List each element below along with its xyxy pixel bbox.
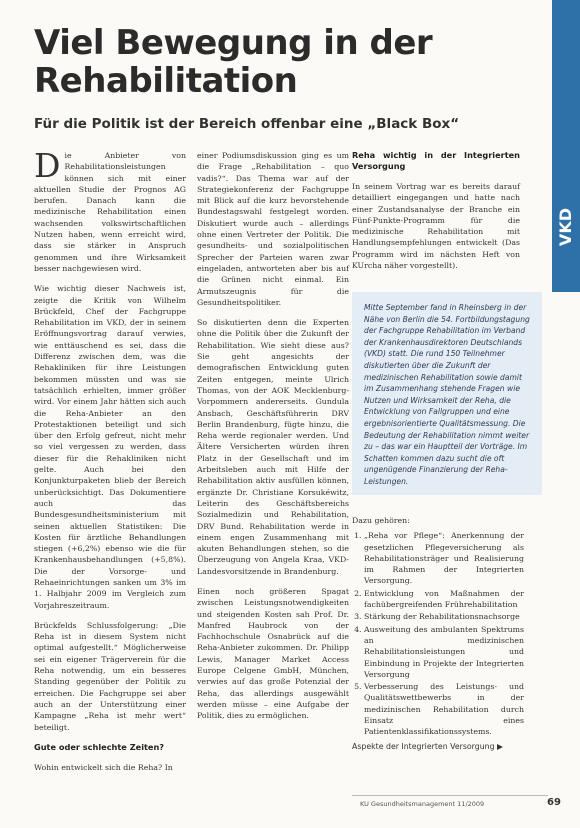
article-title: Viel Bewegung in der Rehabilitation (34, 23, 433, 101)
section-tab (552, 0, 580, 292)
column-1 (34, 146, 186, 782)
list-item: 1. „Reha vor Pflege“: Anerkennung der gesetzlichen Pflegeversicherung als Rehabilitationsträger und Realisierung im Rahmen der Integrierten Versorgung. (364, 530, 524, 586)
list-item: 5. Verbesserung des Leistungs- und Qualitätswettbewerbs in der medizinischen Rehabilitation durch Einsatz eines Patientenklassifikationssystems. (364, 681, 524, 737)
section-heading: Gute oder schlechte Zeiten? (34, 741, 165, 752)
column-3 (352, 150, 520, 280)
section-tab-label: VKD (556, 208, 575, 247)
footer-divider (352, 795, 548, 796)
drop-cap: D (34, 146, 61, 185)
journal-name: KU Gesundheitsmanagement 11/2009 (360, 800, 485, 808)
paragraph: Brückfelds Schlussfolgerung: „Die Reha ist in diesem System nicht optimal aufgestellt.“ Möglicherweise sei ein eigener Trägerverein für die Reha notwendig, um ein besseres Standing gegenüber der Politik zu erreichen. Die Fachgruppe sei aber auch an der Unterstützung einer Kampagne „Reha ist mehr wert“ beteiligt. (34, 620, 186, 732)
paragraph: In seinem Vortrag war es bereits darauf detailliert eingegangen und hatte nach einer Zustandsanalyse der Branche ein Fünf-Punkte-Programm für die medizinische Rehabilitation mit Handlungsempfehlungen entwickelt (Das Programm wird im nächsten Heft von KUrcha näher vorgestellt). (352, 182, 520, 271)
info-box: Mitte September fand in Rheinsberg in der Nähe von Berlin die 54. Fortbildungstagung der Fachgruppe Rehabilitation im Verband der Krankenhausdirektoren Deutschlands (VKD) statt. Die rund 150 Teilnehmer diskutierten über die Zukunft der medizinischen Rehabilitation sowie damit im Zusammenhang stehende Fragen wie Nutzen und Wirksamkeit der Reha, die Entwicklung von Fallgruppen und eine ergebnisorientierte Qualitätsmessung. Die Bedeutung der Rehabilitation nimmt weiter zu – das war ein Hauptteil der Vorträge. Im Schatten kommen dazu sucht die oft ungenügende Finanzierung der Reha-Leistungen. (352, 292, 542, 495)
page-number: 69 (547, 797, 561, 808)
paragraph: Wohin entwickelt sich die Reha? In (34, 762, 173, 772)
paragraph: einer Podiumsdiskussion ging es um die Frage „Rehabilitation – quo vadis?“. Das Thema war auf der Strategiekonferenz der Fachgruppe mit Blick auf die kurz bevorstehende Bundestagswahl festgelegt worden. Diskutiert wurde auch – allerdings ohne einen Vertreter der Politik. Die gesundheits- und sozialpolitischen Sprecher der Parteien waren zwar eingeladen, antworteten aber bis auf die Grünen nicht einmal. Ein Armutszeugnis für die Gesundheitspolitiker. (197, 151, 349, 307)
section-heading: Reha wichtig in der Integrierten Versorgung (352, 150, 520, 171)
program-list (352, 530, 524, 737)
article-subtitle: Für die Politik ist der Bereich offenbar eine „Black Box“ (34, 116, 460, 132)
list-intro: Dazu gehören: (352, 516, 410, 525)
column-3-list-section (352, 515, 524, 752)
page-footer (360, 797, 561, 808)
paragraph: So diskutierten denn die Experten ohne die Politik über die Zukunft der Rehabilitation. Wie sieht diese aus? Sie geht angesichts der demografischen Entwicklung guten Zeiten entgegen, meinte Ulrich Thomas, von der AOK Mecklenburg-Vorpommern andererseits. Gundula Ansbach, Geschäftsführerin DRV Berlin Brandenburg, fügte hinzu, die Reha werde regionaler werden. Und Ältere Versicherten würden ihren Platz in der Gesellschaft und im Arbeitsleben auch mit Hilfe der Rehabilitation aktiv ausfüllen können, ergänzte Dr. Christiane Korsukéwitz, Leiterin des Geschäftsbereichs Sozialmedizin und Rehabilitation, DRV Bund. Rehabilitation werde in einem engen Zusammenhang mit akuten Behandlungen stehen, so die Überzeugung von Angela Kraa, VKD-Landesvorsitzende in Brandenburg. (197, 318, 349, 576)
column-2 (197, 150, 349, 731)
list-item: 3. Stärkung der Rehabilitationsnachsorge (364, 611, 524, 622)
list-item: 2. Entwicklung von Maßnahmen der fachübergreifenden Frührehabilitation (364, 588, 524, 611)
continued-link[interactable]: Aspekte der Integrierten Versorgung ▶ (352, 741, 503, 751)
paragraph: Einen noch größeren Spagat zwischen Leistungsnotwendigkeiten und steigenden Kosten sah Prof. Dr. Manfred Haubrock von der Fachhochschule Osnabrück auf die Reha-Anbieter zukommen. Dr. Philipp Lewis, Manager Market Access Europe Celgene GmbH, München, verwies auf das große Potenzial der Reha, das allerdings ausgewählt werden müsse – eine Aufgabe der Politik, dies zu ermöglichen. (197, 586, 349, 721)
intro-paragraph: Die Anbieter von Rehabilitationsleistungen können sich mit einer aktuellen Studie der Prognos AG berufen. Danach kann die medizinische Rehabilitation einen wachsenden volkswirtschaftlichen Nutzen haben, wenn erreicht wird, dass sie stärker in Anspruch genommen und ihre Wirksamkeit besser nachgewiesen wird. (34, 146, 186, 273)
list-item: 4. Ausweitung des ambulanten Spektrums an medizinischen Rehabilitationsleistungen und Einbindung in Projekte der Integrierten Versorgung (364, 624, 524, 680)
paragraph: Wie wichtig dieser Nachweis ist, zeigte die Kritik von Wilhelm Brückfeld, Chef der Fachgruppe Rehabilitation im VKD, der in seinem Eröffnungsvortrag darauf verwies, wie enttäuschend es sei, dass die Differenz zwischen dem, was die Rehakliniken für ihre Leistungen bekommen müssten und was sie tatsächlich erhielten, immer größer wird. Vor einem Jahr hätten sich auch die Reha-Anbieter an den Protestaktionen beteiligt und sich über den Erfolg gefreut, nicht mehr so viel vergessen zu werden, dass dieser für die Rehakliniken nicht gelte. Auch bei den Konjunkturpaketen blieb der Bereich unberücksichtigt. Das Dokumentiere auch das Bundesgesundheitsministerium mit seinen aktuellen Statistiken: Die Kosten für ärztliche Behandlungen stiegen (+6,2%) ebenso wie die für Krankenhausbehandlungen (+5,8%). Die der Vorsorge- und Rehaeinrichtungen sanken um 3% im 1. Halbjahr 2009 im Vergleich zum Vorjahreszeitraum. (34, 284, 186, 610)
